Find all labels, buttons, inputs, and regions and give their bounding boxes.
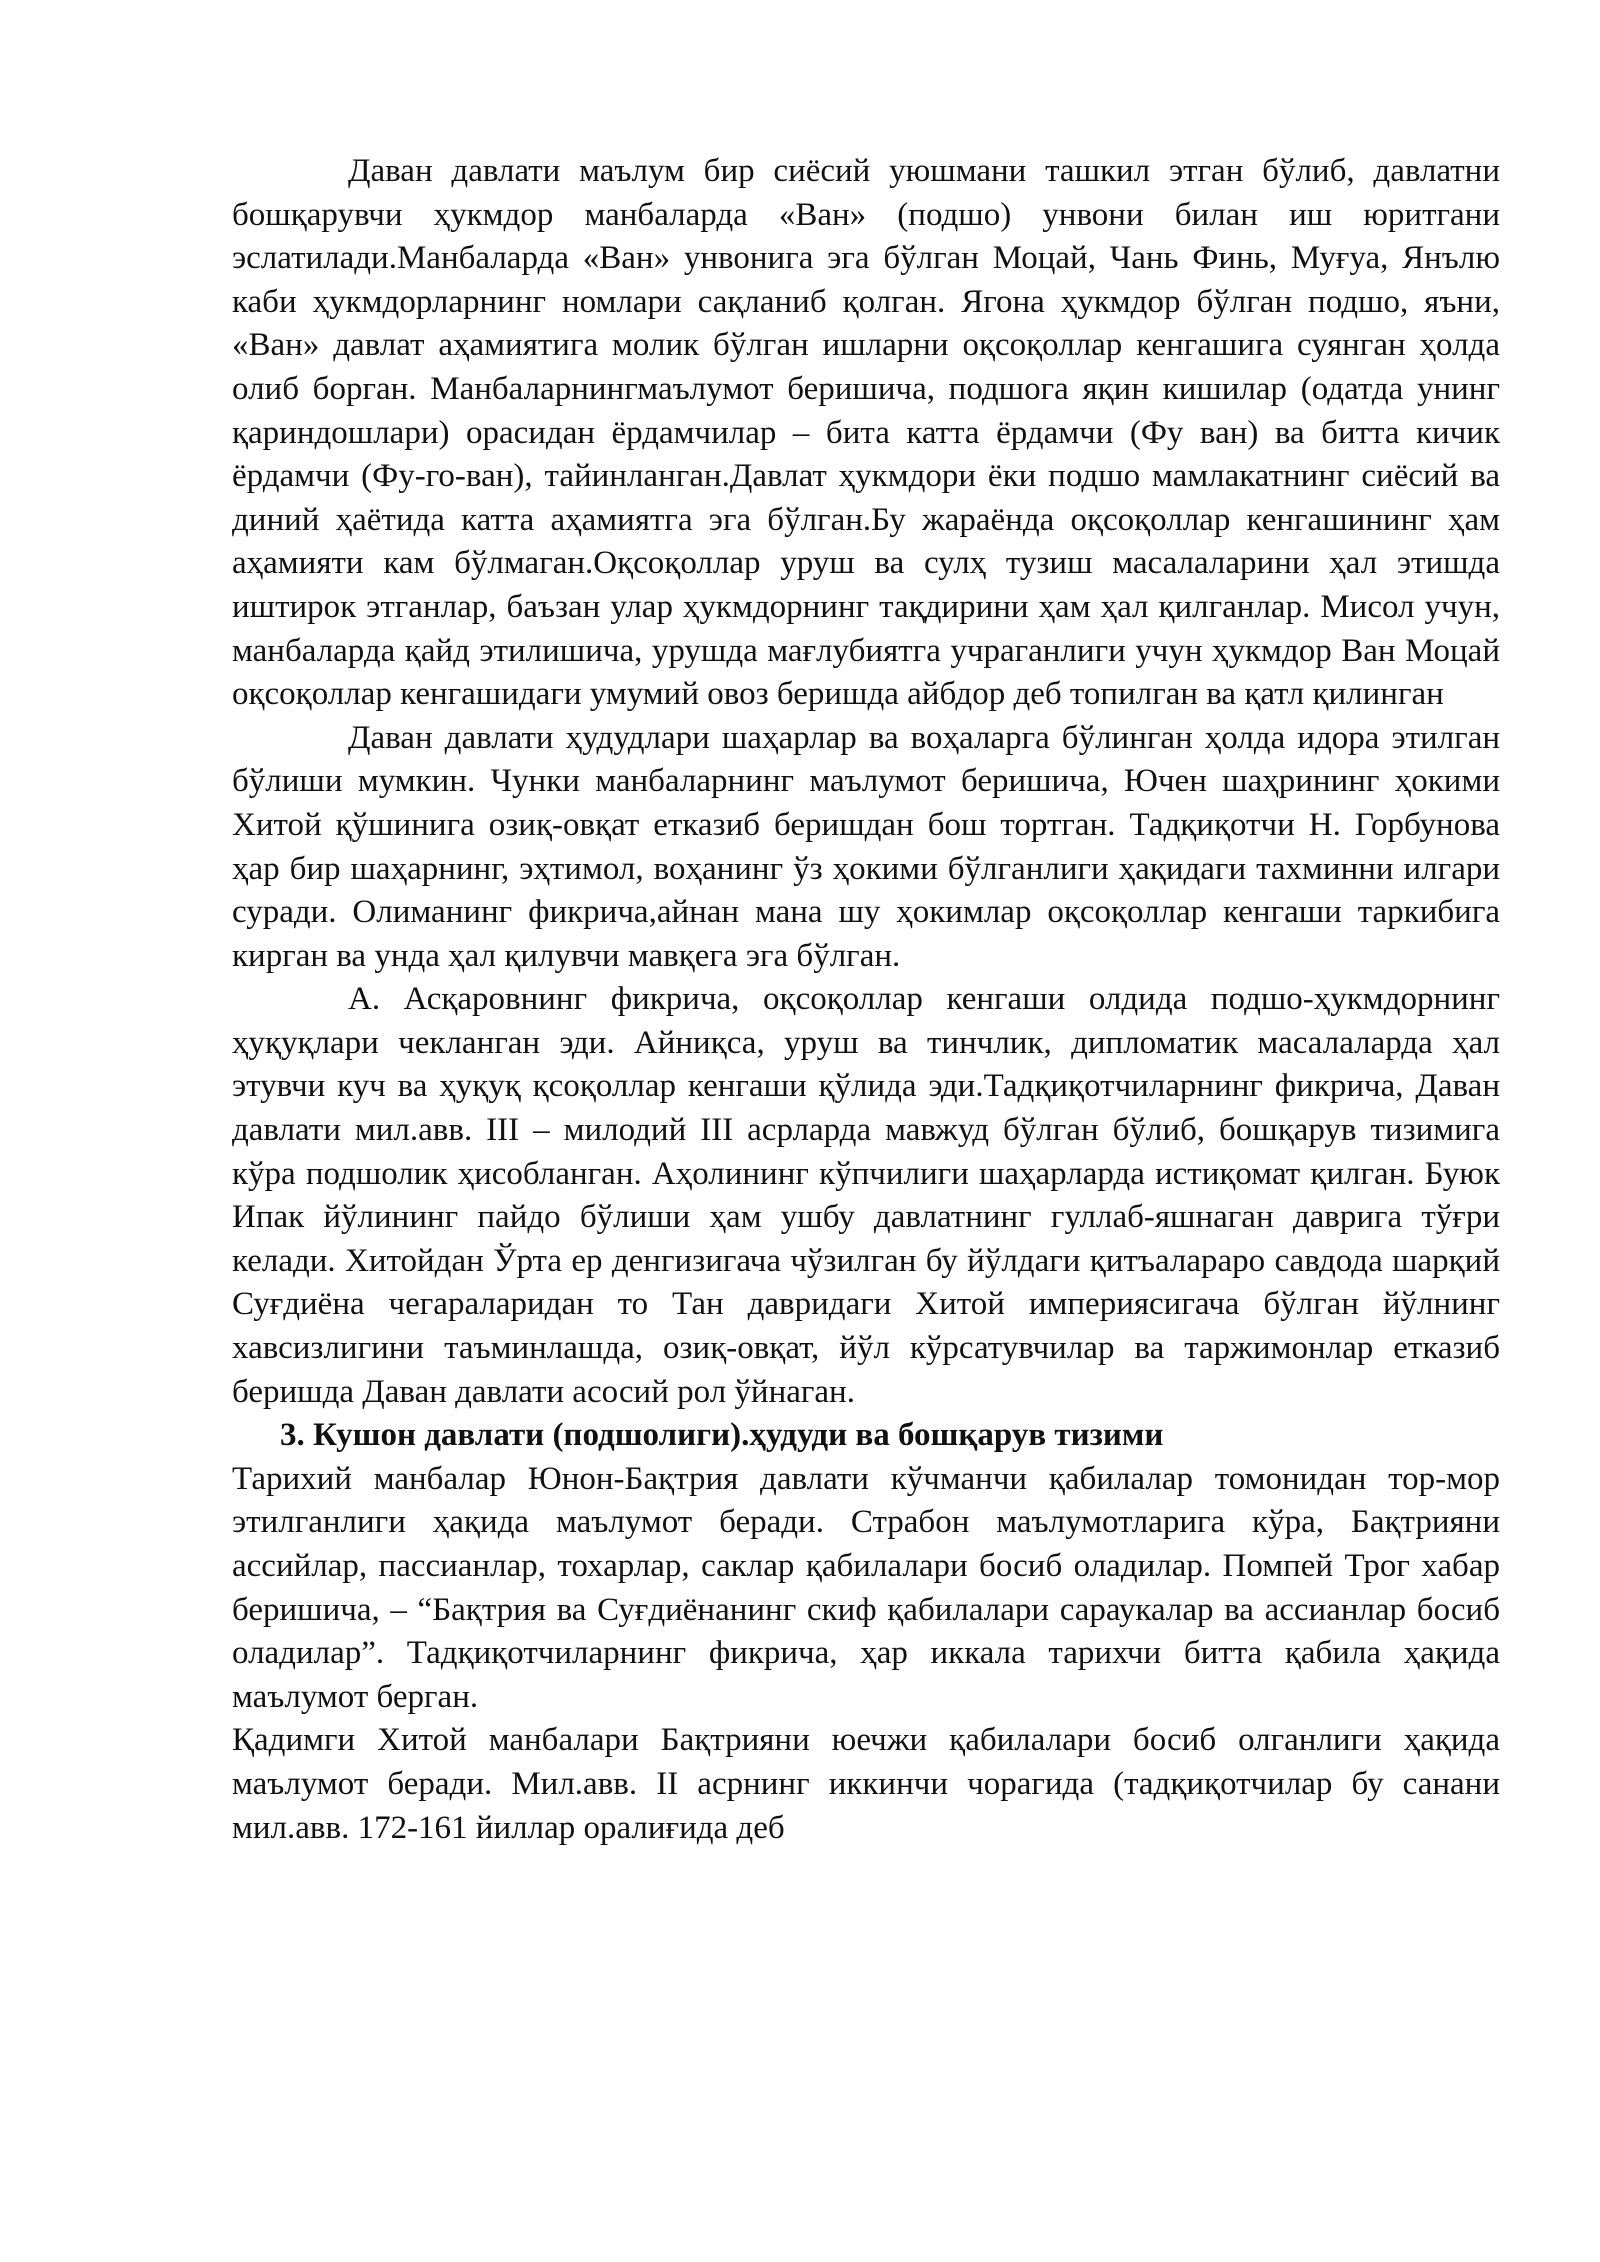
paragraph-chinese-sources: Қадимги Хитой манбалари Бақтрияни юечжи қабилалари босиб олганлиги ҳақида маълумот беради. Мил.авв. II асрнинг иккинчи чорагида (тадқиқотчилар бу санани мил.авв. 172-161 йиллар оралиғида деб bbox=[232, 1722, 1500, 1846]
paragraph-davan-ruler: Даван давлати маълум бир сиёсий уюшмани ташкил этган бўлиб, давлатни бошқарувчи ҳукмдор манбаларда «Ван» (подшо) унвони билан иш юритгани эслатилади.Манбаларда «Ван» унвонига эга бўлган Моцай, Чань Финь, Муғуа, Янълю каби ҳукмдорларнинг номлари сақланиб қолган. Ягона ҳукмдор бўлган подшо, яъни, «Ван» давлат аҳамиятига молик бўлган ишларни оқсоқоллар кенгашига суянган ҳолда олиб борган. Манбаларнингмаълумот беришича, подшога яқин кишилар (одатда унинг қариндошлари) орасидан ёрдамчилар – бита катта ёрдамчи (Фу ван) ва битта кичик ёрдамчи (Фу-го-ван), тайинланган.Давлат ҳукмдори ёки подшо мамлакатнинг сиёсий ва диний ҳаётида катта аҳамиятга эга бўлган.Бу жараёнда оқсоқоллар кенгашининг ҳам аҳамияти кам бўлмаган.Оқсоқоллар уруш ва сулҳ тузиш масалаларини ҳал этишда иштирок этганлар, баъзан улар ҳукмдорнинг тақдирини ҳам ҳал қилганлар. Мисол учун, манбаларда қайд этилишича, урушда мағлубиятга учраганлиги учун ҳукмдор Ван Моцай оқсоқоллар кенгашидаги умумий овоз беришда айбдор деб топилган ва қатл қилинган bbox=[232, 153, 1500, 713]
section-heading-kushan: 3. Кушон давлати (подшолиги).ҳудуди ва бошқарув тизими bbox=[280, 1417, 1164, 1454]
paragraph-greco-bactria-sources: Тарихий манбалар Юнон-Бақтрия давлати кўчманчи қабилалар томонидан тор-мор этилганлиги ҳақида маълумот беради. Страбон маълумотларига кўра, Бақтрияни ассийлар, пассианлар, тохарлар, саклар қабилалари босиб оладилар. Помпей Трог хабар беришича, – “Бақтрия ва Суғдиёнанинг скиф қабилалари сараукалар ва ассианлар босиб оладилар”. Тадқиқотчиларнинг фикрича, ҳар иккала тарихчи битта қабила ҳақида маълумот берган. bbox=[232, 1460, 1500, 1715]
paragraph-askarov-opinion: А. Асқаровнинг фикрича, оқсоқоллар кенгаши олдида подшо-ҳукмдорнинг ҳуқуқлари чекланган эди. Айниқса, уруш ва тинчлик, дипломатик масалаларда ҳал этувчи куч ва ҳуқуқ қсоқоллар кенгаши қўлида эди.Тадқиқотчиларнинг фикрича, Даван давлати мил.авв. III – милодий III асрларда мавжуд бўлган бўлиб, бошқарув тизимига кўра подшолик ҳисобланган. Аҳолининг кўпчилиги шаҳарларда истиқомат қилган. Буюк Ипак йўлининг пайдо бўлиши ҳам ушбу давлатнинг гуллаб-яшнаган даврига тўғри келади. Хитойдан Ўрта ер денгизигача чўзилган бу йўлдаги қитъалараро савдода шарқий Суғдиёна чегараларидан то Тан давридаги Хитой империясигача бўлган йўлнинг хавсизлигини таъминлашда, озиқ-овқат, йўл кўрсатувчилар ва таржимонлар етказиб беришда Даван давлати асосий рол ўйнаган. bbox=[232, 981, 1500, 1410]
document-page bbox=[232, 150, 1500, 1850]
paragraph-davan-territory: Даван давлати ҳудудлари шаҳарлар ва воҳаларга бўлинган ҳолда идора этилган бўлиши мумкин. Чунки манбаларнинг маълумот беришича, Ючен шаҳрининг ҳокими Хитой қўшинига озиқ-овқат етказиб беришдан бош тортган. Тадқиқотчи Н. Горбунова ҳар бир шаҳарнинг, эҳтимол, воҳанинг ўз ҳокими бўлганлиги ҳақидаги тахминни илгари суради. Олиманинг фикрича,айнан мана шу ҳокимлар оқсоқоллар кенгаши таркибига кирган ва унда ҳал қилувчи мавқега эга бўлган. bbox=[232, 719, 1500, 974]
